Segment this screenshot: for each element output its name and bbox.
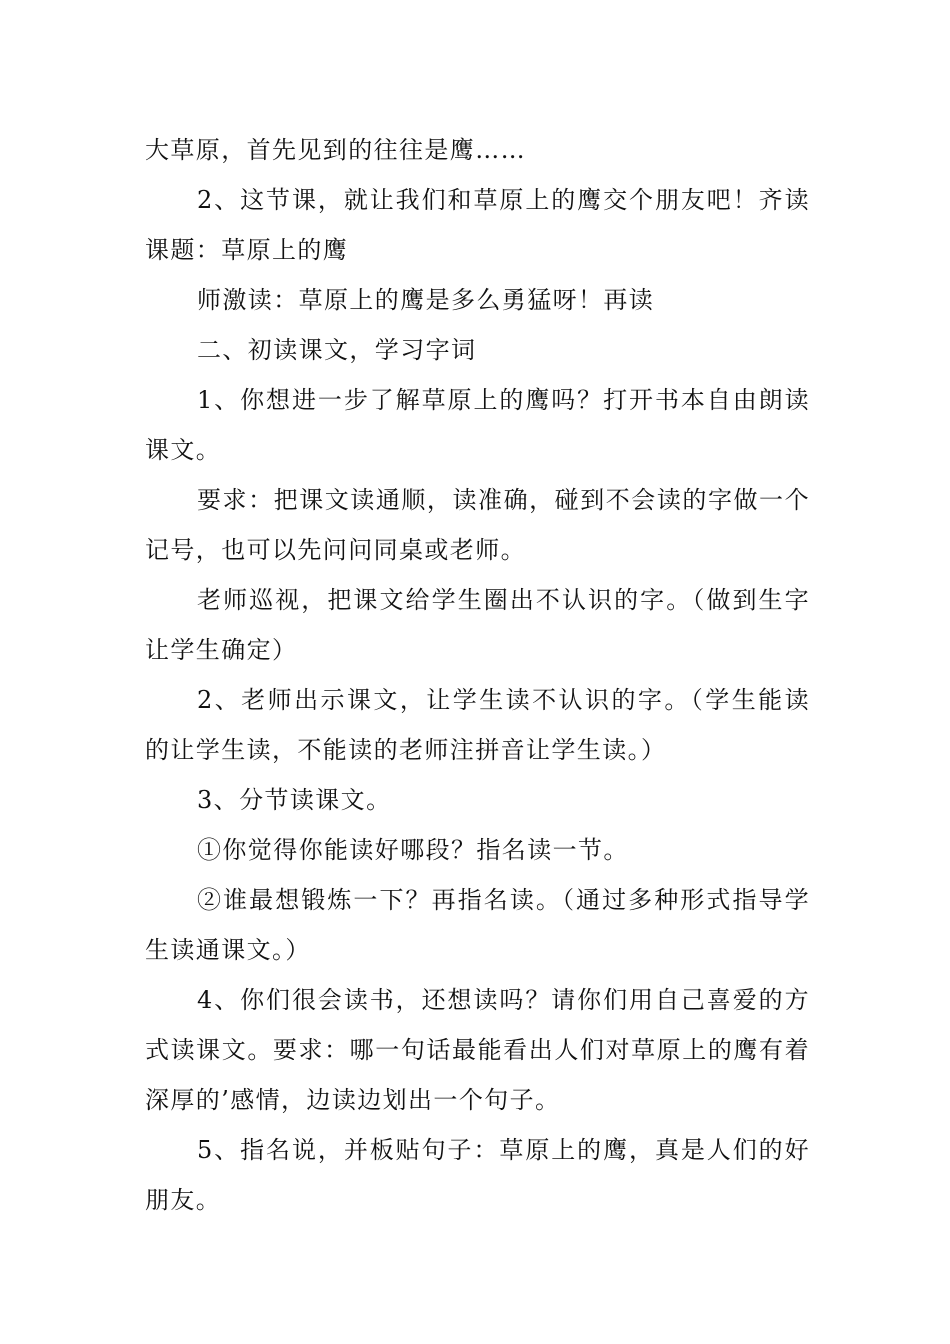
paragraph: 老师巡视，把课文给学生圈出不认识的字。（做到生字让学生确定） [145, 586, 810, 664]
paragraph: 要求：把课文读通顺，读准确，碰到不会读的字做一个记号，也可以先问问同桌或老师。 [145, 486, 810, 564]
paragraph: 1、你想进一步了解草原上的鹰吗？打开书本自由朗读课文。 [145, 386, 810, 464]
paragraph: 师激读：草原上的鹰是多么勇猛呀！再读 [197, 286, 655, 314]
paragraph: 2、这节课，就让我们和草原上的鹰交个朋友吧！齐读课题：草原上的鹰 [145, 186, 810, 264]
paragraph: ②谁最想锻炼一下？再指名读。（通过多种形式指导学生读通课文。） [145, 886, 810, 964]
paragraph: ①你觉得你能读好哪段？指名读一节。 [197, 836, 629, 864]
paragraph: 5、指名说，并板贴句子：草原上的鹰，真是人们的好朋友。 [145, 1136, 810, 1214]
paragraph: 2、老师出示课文，让学生读不认识的字。（学生能读的让学生读，不能读的老师注拼音让学生读。） [145, 686, 810, 764]
paragraph: 大草原，首先见到的往往是鹰…… [145, 136, 526, 164]
section-heading: 二、初读课文，学习字词 [197, 336, 477, 364]
document-body [145, 125, 810, 1225]
paragraph: 4、你们很会读书，还想读吗？请你们用自己喜爱的方式读课文。要求：哪一句话最能看出人们对草原上的鹰有着深厚的’感情，边读边划出一个句子。 [145, 986, 810, 1114]
paragraph: 3、分节读课文。 [197, 786, 392, 814]
